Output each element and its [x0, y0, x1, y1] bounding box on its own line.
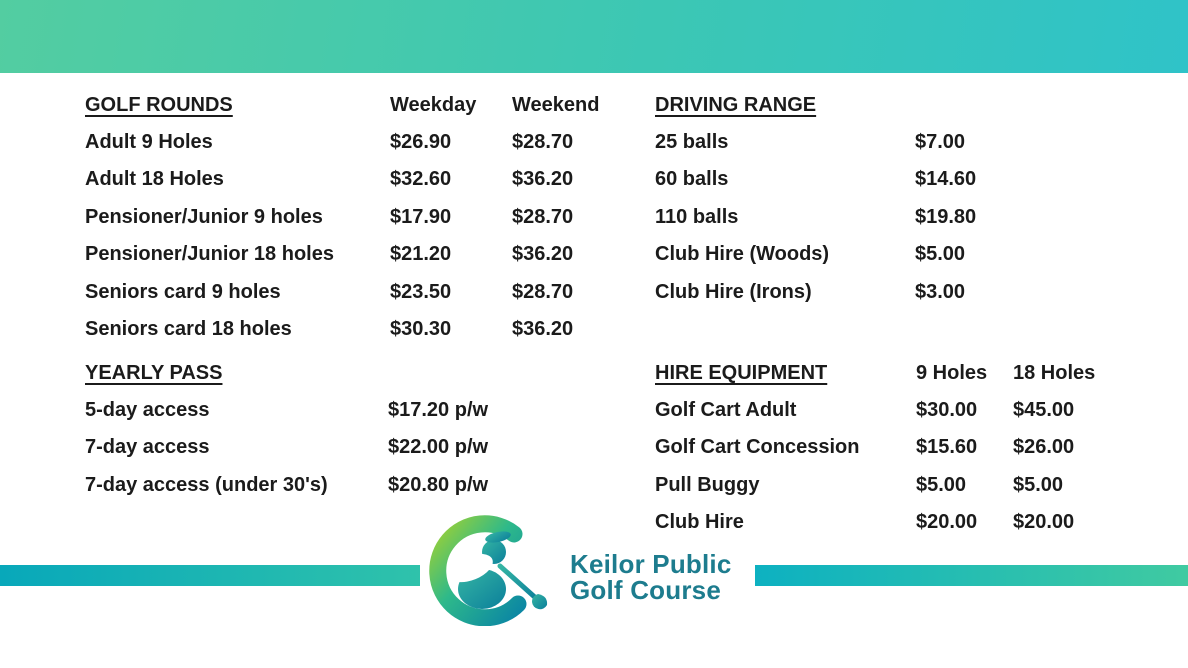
- row-price: $19.80: [915, 205, 977, 228]
- row-price: $20.80 p/w: [388, 473, 489, 496]
- row-label: 60 balls: [655, 168, 729, 191]
- row-label: Golf Cart Concession: [655, 436, 860, 459]
- column-header-9-holes: 9 Holes: [916, 361, 988, 384]
- weekday-price: $23.50: [390, 280, 452, 303]
- row-label: Pensioner/Junior 18 holes: [85, 243, 334, 266]
- eighteen-holes-price: $20.00: [1013, 511, 1075, 534]
- golfer-swoosh-logo-icon: [414, 514, 554, 626]
- row-price: $14.60: [915, 168, 977, 191]
- row-label: Golf Cart Adult: [655, 399, 797, 422]
- row-label: Seniors card 18 holes: [85, 318, 292, 341]
- eighteen-holes-price: $5.00: [1013, 473, 1064, 496]
- row-label: Adult 9 Holes: [85, 131, 213, 154]
- weekend-price: $36.20: [512, 168, 574, 191]
- weekend-price: $28.70: [512, 131, 574, 154]
- weekday-price: $32.60: [390, 168, 452, 191]
- section-yearly-pass: [85, 354, 488, 504]
- row-label: Club Hire (Irons): [655, 280, 812, 303]
- section-title: GOLF ROUNDS: [85, 93, 233, 116]
- weekday-price: $30.30: [390, 318, 452, 341]
- eighteen-holes-price: $45.00: [1013, 399, 1075, 422]
- hire-equipment-heading: [655, 363, 916, 383]
- weekday-price: $21.20: [390, 243, 452, 266]
- column-header-18-holes: 18 Holes: [1013, 361, 1096, 384]
- weekend-price: $28.70: [512, 205, 574, 228]
- weekday-price: $26.90: [390, 131, 452, 154]
- nine-holes-price: $5.00: [916, 473, 967, 496]
- row-label: 7-day access: [85, 436, 210, 459]
- row-label: Club Hire (Woods): [655, 243, 830, 266]
- section-title: YEARLY PASS: [85, 361, 223, 384]
- row-label: Adult 18 Holes: [85, 168, 224, 191]
- driving-range-heading: [655, 95, 976, 115]
- row-label: 25 balls: [655, 131, 729, 154]
- footer-accent-bar-right: [755, 565, 1188, 586]
- column-header-weekend: Weekend: [512, 93, 600, 116]
- weekday-price: $17.90: [390, 205, 452, 228]
- section-title: HIRE EQUIPMENT: [655, 361, 828, 384]
- row-price: $17.20 p/w: [388, 399, 489, 422]
- section-golf-rounds: [85, 86, 599, 348]
- weekend-price: $36.20: [512, 318, 574, 341]
- nine-holes-price: $15.60: [916, 436, 978, 459]
- eighteen-holes-price: $26.00: [1013, 436, 1075, 459]
- row-label: 7-day access (under 30's): [85, 473, 328, 496]
- nine-holes-price: $30.00: [916, 399, 978, 422]
- brand-name: [570, 551, 732, 603]
- row-label: 110 balls: [655, 205, 739, 228]
- section-hire-equipment: [655, 354, 1095, 541]
- section-title: DRIVING RANGE: [655, 93, 817, 116]
- golf-rounds-heading: [85, 95, 390, 115]
- row-label: 5-day access: [85, 399, 210, 422]
- weekend-price: $28.70: [512, 280, 574, 303]
- column-header-weekday: Weekday: [390, 93, 477, 116]
- brand-name-line1: Keilor Public: [570, 549, 732, 579]
- top-gradient-banner: [0, 0, 1188, 73]
- row-price: $22.00 p/w: [388, 436, 489, 459]
- row-price: $5.00: [915, 243, 966, 266]
- row-label: Seniors card 9 holes: [85, 280, 281, 303]
- footer-accent-bar-left: [0, 565, 420, 586]
- section-driving-range: [655, 86, 976, 310]
- row-label: Pensioner/Junior 9 holes: [85, 205, 323, 228]
- row-price: $7.00: [915, 131, 966, 154]
- weekend-price: $36.20: [512, 243, 574, 266]
- row-price: $3.00: [915, 280, 966, 303]
- nine-holes-price: $20.00: [916, 511, 978, 534]
- yearly-pass-heading: [85, 363, 488, 383]
- brand-name-line2: Golf Course: [570, 575, 721, 605]
- row-label: Club Hire: [655, 511, 744, 534]
- row-label: Pull Buggy: [655, 473, 760, 496]
